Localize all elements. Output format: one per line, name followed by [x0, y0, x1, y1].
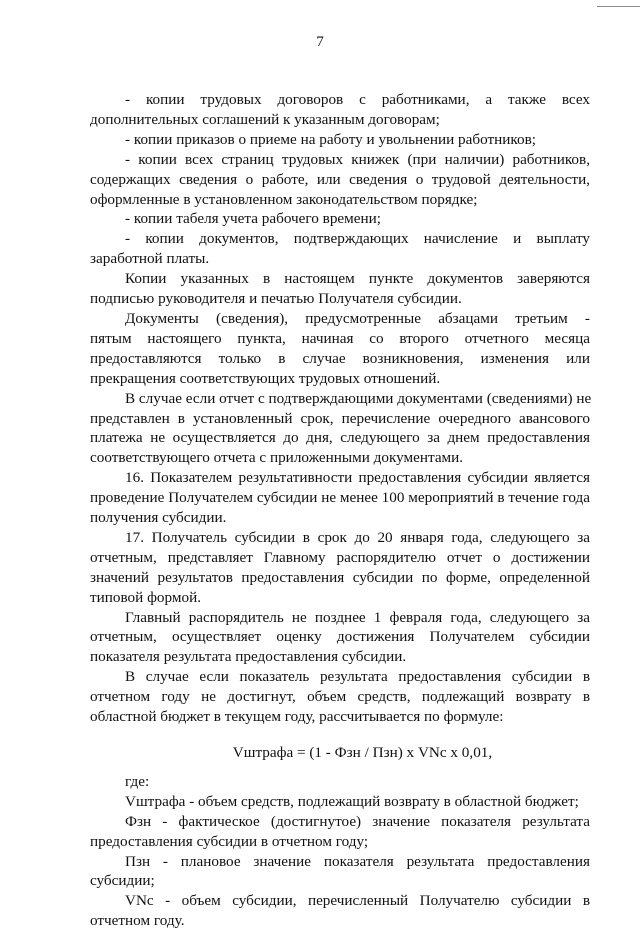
definition	[90, 792, 590, 812]
text-line: соответствующего отчета с приложенными документами.	[90, 449, 464, 467]
paragraph	[90, 269, 590, 309]
scan-edge-mark	[597, 6, 640, 7]
paragraph	[90, 229, 590, 269]
text-line: предоставления субсидии в отчетном году;	[90, 832, 369, 850]
text-line: - копии документов, подтверждающих начисление и выплату	[125, 230, 590, 248]
text-line: получения субсидии.	[90, 509, 227, 527]
text-line: субсидии;	[90, 872, 155, 890]
text-line: В случае если показатель результата предоставления субсидии в	[125, 668, 590, 686]
definition	[90, 852, 590, 892]
text-line: отчетным, осуществляет оценку достижения Получателем субсидии	[90, 628, 590, 646]
text-line: Пзн - плановое значение показателя результата предоставления	[125, 852, 590, 870]
text-line: областной бюджет в текущем году, рассчитывается по формуле:	[90, 708, 504, 726]
paragraph	[90, 468, 590, 528]
definition	[90, 891, 590, 931]
text-line: платежа не осуществляется до дня, следующего за днем предоставления	[90, 429, 590, 447]
text-line: дополнительных соглашений к указанным договорам;	[90, 110, 440, 128]
text-line: Vштрафа - объем средств, подлежащий возврату в областной бюджет;	[125, 792, 579, 810]
text-line: - копии приказов о приеме на работу и увольнении работников;	[125, 130, 536, 148]
text-line: Документы (сведения), предусмотренные абзацами третьим -	[125, 309, 590, 327]
text-line: Копии указанных в настоящем пункте документов заверяются	[125, 270, 590, 288]
where-label: где:	[125, 772, 150, 790]
page-number: 7	[316, 33, 324, 50]
definition	[90, 812, 590, 852]
text-line: показателя результата предоставления субсидии.	[90, 648, 407, 666]
text-line: оформленные в установленном законодательством порядке;	[90, 190, 478, 208]
text-line: VNc - объем субсидии, перечисленный Получателю субсидии в	[125, 892, 590, 910]
text-line: Фзн - фактическое (достигнутое) значение показателя результата	[125, 812, 590, 830]
text-line: 17. Получатель субсидии в срок до 20 января года, следующего за	[125, 528, 590, 546]
text-line: предоставляются только в случае возникновения, изменения или	[90, 349, 590, 367]
text-line: прекращения соответствующих трудовых отношений.	[90, 369, 441, 387]
text-line: 16. Показателем результативности предоставления субсидии является	[125, 469, 590, 487]
paragraph	[90, 90, 590, 130]
text-line: типовой формой.	[90, 588, 201, 606]
text-line: содержащих сведения о работе, или сведения о трудовой деятельности,	[90, 170, 590, 188]
text-line: заработной платы.	[90, 250, 210, 268]
text-line: отчетном году.	[90, 912, 185, 930]
text-line: подписью руководителя и печатью Получателя субсидии.	[90, 290, 462, 308]
paragraph	[90, 309, 590, 389]
paragraph	[90, 389, 590, 469]
text-line: значений результатов предоставления субсидии по форме, определенной	[90, 568, 590, 586]
text-line: отчетным, представляет Главному распорядителю отчет о достижении	[90, 548, 590, 566]
paragraph	[90, 150, 590, 210]
paragraph	[90, 130, 590, 150]
document-body	[90, 90, 590, 931]
text-line: - копии трудовых договоров с работниками, а также всех	[125, 91, 590, 108]
text-line: отчетном году не достигнут, объем средств, подлежащий возврату в	[90, 688, 590, 706]
formula: Vштрафа = (1 - Фзн / Пзн) х VNc х 0,01,	[232, 744, 493, 761]
text-line: - копии табеля учета рабочего времени;	[125, 210, 381, 228]
text-line: представлен в установленный срок, перечисление очередного авансового	[90, 409, 590, 427]
paragraph	[90, 209, 590, 229]
text-line: В случае если отчет с подтверждающими документами (сведениями) не	[125, 389, 592, 407]
paragraph	[90, 528, 590, 608]
paragraph	[90, 608, 590, 668]
text-line: Главный распорядитель не позднее 1 февраля года, следующего за	[125, 608, 590, 626]
paragraph	[90, 667, 590, 727]
text-line: - копии всех страниц трудовых книжек (при наличии) работников,	[125, 150, 590, 168]
text-line: проведение Получателем субсидии не менее 100 мероприятий в течение года	[90, 489, 590, 507]
text-line: пятым настоящего пункта, начиная со второго отчетного месяца	[90, 329, 590, 347]
